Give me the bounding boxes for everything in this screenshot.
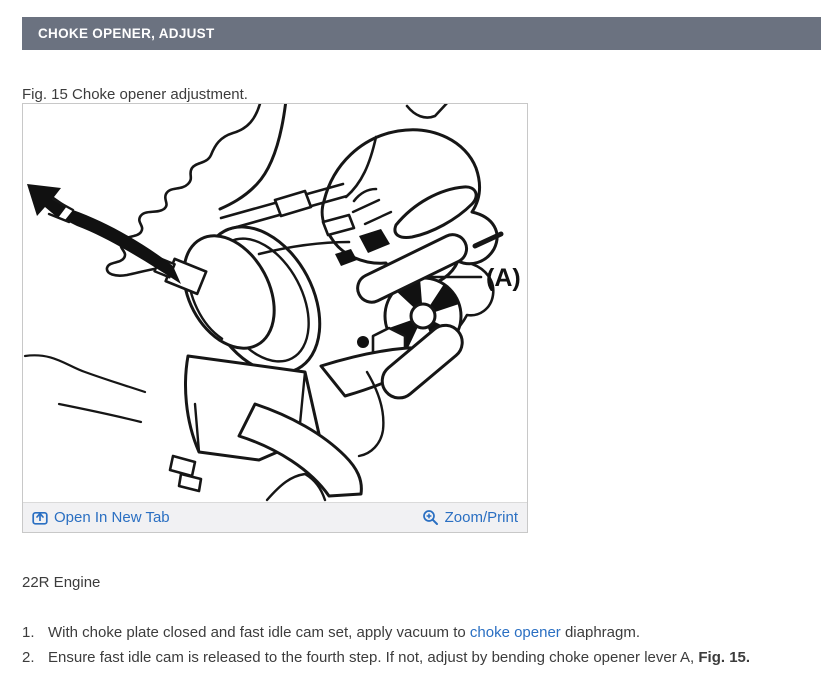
step-1: [22, 620, 750, 645]
choke-opener-diagram: [23, 104, 527, 502]
zoom-print-link[interactable]: [422, 509, 518, 526]
section-header-bar: [22, 17, 821, 50]
magnifier-plus-icon: [422, 509, 439, 526]
open-in-new-tab-icon: [32, 510, 48, 525]
step-2-pre: Ensure fast idle cam is released to the fourth step. If not, adjust by bending choke opener lever A,: [48, 649, 699, 666]
step-1-post: diaphragm.: [560, 624, 641, 641]
figure-caption: Fig. 15 Choke opener adjustment.: [22, 86, 248, 103]
figure-image[interactable]: [23, 104, 527, 502]
choke-opener-link[interactable]: choke opener: [469, 624, 561, 641]
instruction-steps: [22, 620, 750, 670]
step-2: [22, 645, 750, 670]
zoom-print-label: Zoom/Print: [444, 509, 518, 526]
figure-container: [22, 103, 528, 533]
step-2-text: [48, 645, 750, 670]
step-2-number: 2.: [22, 649, 35, 666]
fig-15-reference: Fig. 15.: [698, 649, 751, 666]
open-in-new-tab-label: Open In New Tab: [54, 509, 170, 526]
engine-subtitle: 22R Engine: [22, 574, 101, 591]
figure-label-a: (A): [486, 264, 521, 292]
section-title: CHOKE OPENER, ADJUST: [38, 26, 215, 41]
step-1-text: [48, 620, 640, 645]
step-1-number: 1.: [22, 624, 35, 641]
figure-link-bar: [23, 502, 527, 532]
step-1-pre: With choke plate closed and fast idle cam set, apply vacuum to: [48, 624, 470, 641]
open-in-new-tab-link[interactable]: [32, 509, 170, 526]
